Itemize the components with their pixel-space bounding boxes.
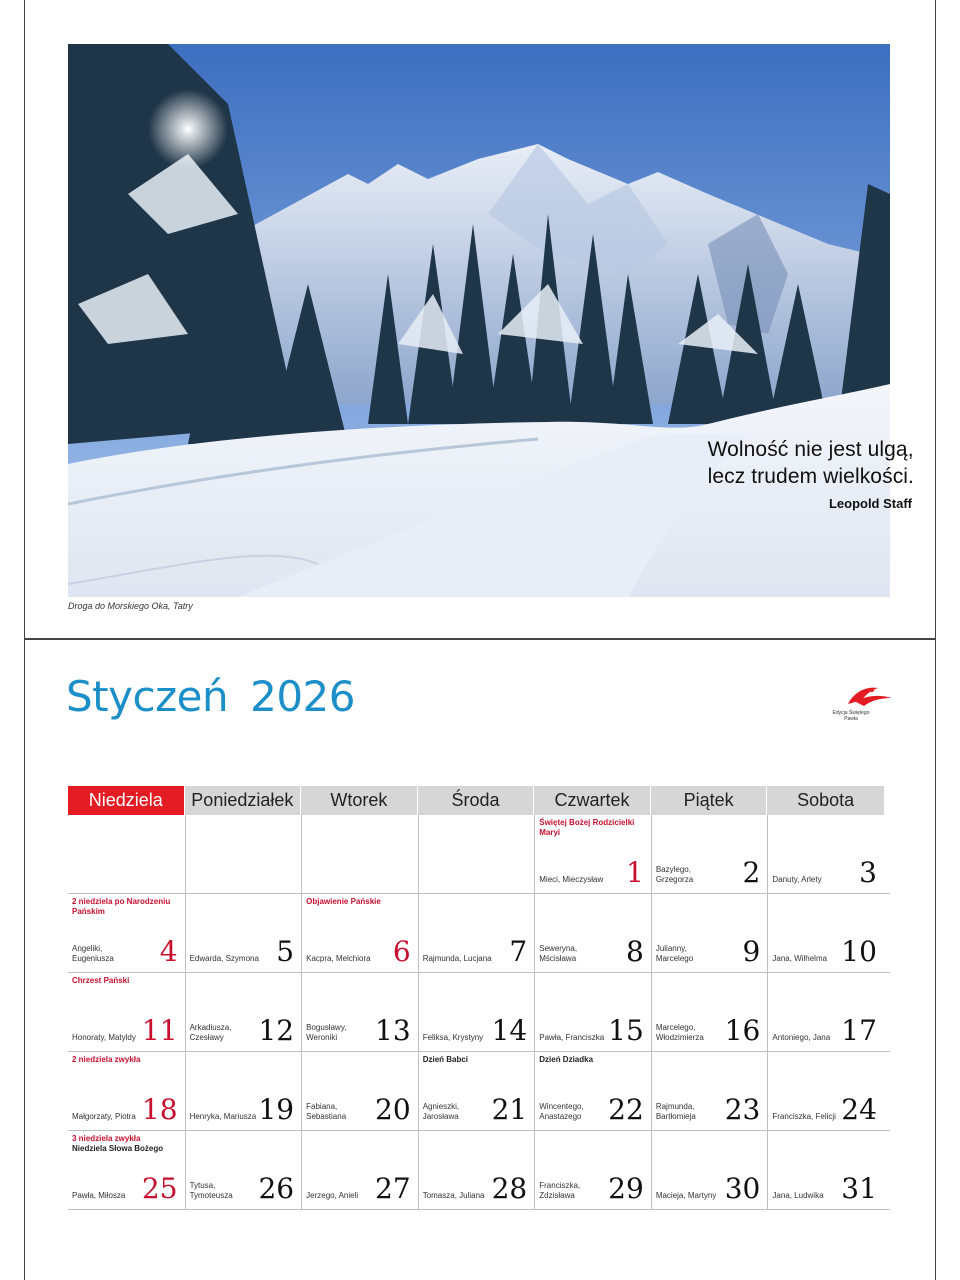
day-cell: [301, 973, 418, 1051]
day-number: 9: [742, 935, 761, 968]
name-days: Macieja, Martyny: [655, 1191, 717, 1200]
name-days: Rajmunda, Bartłomieja: [655, 1102, 696, 1121]
day-cell: [68, 894, 185, 972]
day-number: 6: [392, 935, 411, 968]
feast-label: [423, 1055, 531, 1065]
name-days: Wincentego, Anastazego: [539, 1102, 584, 1121]
day-note: Dzień Babci: [422, 1055, 469, 1064]
day-number: 28: [491, 1172, 528, 1205]
week-row: [68, 893, 890, 972]
week-row: [68, 972, 890, 1051]
day-cell: [651, 894, 768, 972]
name-days: Fabiana, Sebastiana: [306, 1102, 347, 1121]
name-days: Rajmunda, Lucjana: [422, 954, 492, 963]
day-number: 12: [258, 1014, 295, 1047]
name-days: Antoniego, Jana: [772, 1033, 831, 1042]
feast-label: [72, 1055, 180, 1065]
day-cell: [767, 1052, 884, 1130]
day-number: 25: [141, 1172, 178, 1205]
quote-block: [708, 436, 914, 511]
day-number: 7: [509, 935, 528, 968]
feast-text: Objawienie Pańskie: [306, 897, 381, 906]
weekday-header-4: Środa: [418, 786, 535, 815]
name-days: Honoraty, Matyldy: [72, 1033, 136, 1042]
day-cell: [418, 1131, 535, 1209]
name-days: Arkadiusza, Czesławy: [189, 1023, 232, 1042]
day-number: 18: [141, 1093, 178, 1126]
week-row: [68, 1130, 890, 1209]
day-number: 21: [491, 1093, 528, 1126]
day-cell: [534, 894, 651, 972]
day-number: 5: [276, 935, 295, 968]
quote-author: Leopold Staff: [828, 496, 912, 511]
day-cell: [68, 973, 185, 1051]
feast-text: 3 niedziela zwykła: [72, 1134, 141, 1143]
feast-text: Chrzest Pański: [72, 976, 130, 985]
day-cell: [68, 815, 185, 893]
feast-label: [306, 897, 414, 907]
photo-caption: Droga do Morskiego Oka, Tatry: [68, 601, 193, 611]
day-number: 15: [608, 1014, 644, 1047]
day-number: 11: [141, 1014, 178, 1047]
feast-label: [539, 818, 647, 838]
day-number: 29: [608, 1172, 644, 1205]
weekday-header-1: Niedziela: [68, 786, 185, 815]
week-row: [68, 1051, 890, 1130]
name-days: Pawła, Miłosza: [72, 1191, 126, 1200]
day-cell: [767, 894, 884, 972]
weekday-header-7: Sobota: [767, 786, 884, 815]
day-number: 22: [608, 1093, 644, 1126]
day-number: 1: [625, 856, 644, 889]
day-number: 3: [859, 856, 877, 889]
day-cell: [534, 973, 651, 1051]
day-cell: [418, 894, 535, 972]
name-days: Feliksa, Krystyny: [422, 1033, 484, 1042]
feast-label: [72, 1134, 180, 1154]
name-days: Tytusa, Tymoteusza: [189, 1181, 233, 1200]
day-cell: [185, 1131, 302, 1209]
name-days: Edwarda, Szymona: [189, 954, 259, 963]
name-days: Agnieszki, Jarosława: [422, 1102, 460, 1121]
day-number: 2: [742, 856, 761, 889]
name-days: Julianny, Marcelego: [655, 944, 694, 963]
name-days: Marcelego, Włodzimierza: [655, 1023, 704, 1042]
feast-text: 2 niedziela po Narodzeniu Pańskim: [72, 897, 171, 916]
day-cell: [68, 1052, 185, 1130]
day-cell: [418, 973, 535, 1051]
day-note: Niedziela Słowa Bożego: [72, 1144, 164, 1153]
winter-mountain-photo: [68, 44, 890, 597]
day-cell: [651, 815, 768, 893]
day-number: 26: [258, 1172, 295, 1205]
weekday-header-6: Piątek: [651, 786, 768, 815]
day-cell: [767, 1131, 884, 1209]
day-number: 23: [724, 1093, 761, 1126]
day-cell: [767, 815, 884, 893]
day-number: 27: [375, 1172, 411, 1205]
day-number: 10: [841, 935, 877, 968]
day-cell: [534, 1131, 651, 1209]
name-days: Franciszka, Felicji: [772, 1112, 836, 1121]
day-cell: [185, 815, 302, 893]
weekday-header-2: Poniedziałek: [185, 786, 302, 815]
calendar-grid: [68, 786, 890, 1210]
publisher-logo: [826, 682, 896, 722]
day-cell: [301, 1131, 418, 1209]
day-number: 4: [159, 935, 178, 968]
name-days: Bogusławy, Weroniki: [306, 1023, 347, 1042]
day-cell: [418, 815, 535, 893]
day-number: 8: [625, 935, 644, 968]
weekday-header-row: [68, 786, 890, 815]
name-days: Mieci, Mieczysław: [539, 875, 604, 884]
day-number: 13: [375, 1014, 411, 1047]
name-days: Kacpra, Melchiora: [306, 954, 371, 963]
feast-text: 2 niedziela zwykła: [72, 1055, 141, 1064]
weekday-header-5: Czwartek: [534, 786, 651, 815]
day-number: 17: [841, 1014, 877, 1047]
name-days: Pawła, Franciszka: [539, 1033, 605, 1042]
name-days: Małgorzaty, Piotra: [72, 1112, 136, 1121]
day-cell: [185, 973, 302, 1051]
day-cell: [651, 1131, 768, 1209]
day-cell: [767, 973, 884, 1051]
feast-text: Świętej Bożej Rodzicielki Maryi: [539, 818, 635, 837]
day-note: Dzień Dziadka: [539, 1055, 594, 1064]
month-name: Styczeń: [66, 672, 229, 721]
day-cell: [418, 1052, 535, 1130]
day-cell: [534, 815, 651, 893]
day-cell: [651, 973, 768, 1051]
day-number: 14: [491, 1014, 528, 1047]
name-days: Danuty, Arlety: [772, 875, 822, 884]
feast-label: [72, 897, 180, 917]
quote-line-1: Wolność nie jest ulgą,: [707, 438, 914, 461]
feast-label: [72, 976, 180, 986]
day-number: 19: [258, 1093, 295, 1126]
name-days: Angeliki, Eugeniusza: [72, 944, 114, 963]
quote-line-2: lecz trudem wielkości.: [707, 465, 914, 488]
calendar-weeks: [68, 815, 890, 1210]
name-days: Jana, Wilhelma: [772, 954, 828, 963]
day-number: 20: [375, 1093, 411, 1126]
day-number: 24: [841, 1093, 877, 1126]
day-cell: [651, 1052, 768, 1130]
day-cell: [534, 1052, 651, 1130]
week-row: [68, 815, 890, 893]
name-days: Seweryna, Mścisława: [539, 944, 578, 963]
day-cell: [185, 894, 302, 972]
day-cell: [185, 1052, 302, 1130]
month-title: [66, 672, 355, 721]
name-days: Tomasza, Juliana: [422, 1191, 485, 1200]
year: 2026: [250, 672, 355, 721]
name-days: Jana, Ludwika: [772, 1191, 824, 1200]
day-cell: [68, 1131, 185, 1209]
day-cell: [301, 894, 418, 972]
name-days: Henryka, Mariusza: [189, 1112, 257, 1121]
day-number: 30: [724, 1172, 761, 1205]
weekday-header-3: Wtorek: [301, 786, 418, 815]
name-days: Franciszka, Zdzisława: [539, 1181, 581, 1200]
feast-label: [539, 1055, 647, 1065]
day-number: 31: [841, 1172, 877, 1205]
name-days: Jerzego, Anieli: [306, 1191, 359, 1200]
day-number: 16: [724, 1014, 761, 1047]
publisher-name: Edycja Świętego Pawła: [832, 710, 870, 722]
day-cell: [301, 1052, 418, 1130]
day-cell: [301, 815, 418, 893]
name-days: Bazylego, Grzegorza: [655, 865, 694, 884]
